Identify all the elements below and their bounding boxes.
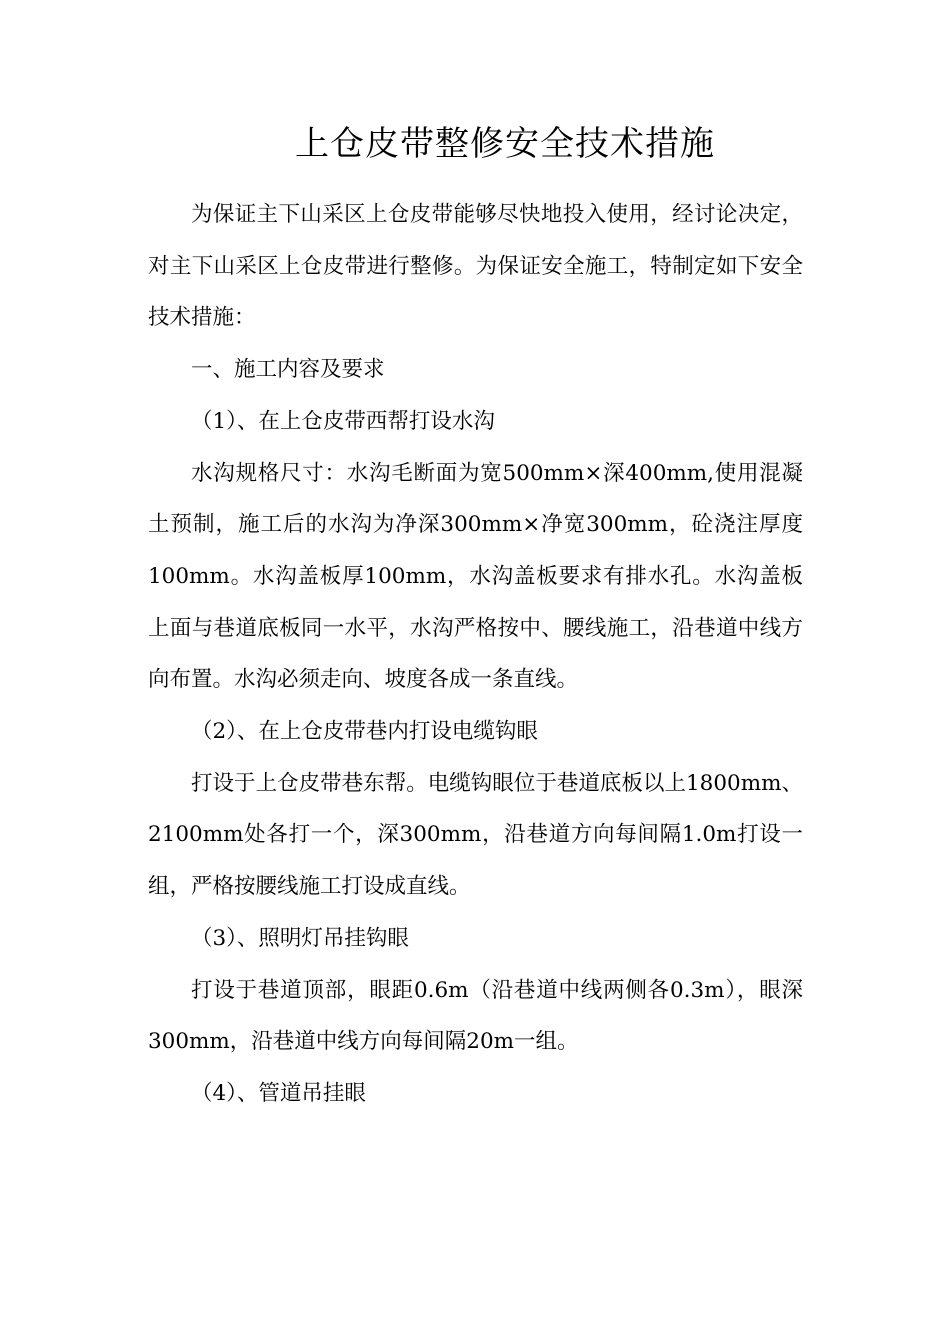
item-heading-3: （3）、照明灯吊挂钩眼 [191,925,409,951]
item-heading-4: （4）、管道吊挂眼 [191,1080,366,1106]
item-heading-1: （1）、在上仓皮带西帮打设水沟 [191,408,495,434]
item-body-3: 打设于巷道顶部，眼距0.6m（沿巷道中线两侧各0.3m），眼深300mm，沿巷道中线方向每间隔20m一组。 [148,977,803,1055]
item-heading-2: （2）、在上仓皮带巷内打设电缆钩眼 [191,719,538,745]
document-title: 上仓皮带整修安全技术措施 [295,124,715,164]
item-body-1: 水沟规格尺寸：水沟毛断面为宽500mm×深400mm,使用混凝土预制，施工后的水沟为净深300mm×净宽300mm，砼浇注厚度100mm。水沟盖板厚100mm，水沟盖板要求有排水孔。水沟盖板上面与巷道底板同一水平，水沟严格按中、腰线施工，沿巷道中线方向布置。水沟必须走向、坡度各成一条直线。 [148,460,803,693]
intro-paragraph: 为保证主下山采区上仓皮带能够尽快地投入使用，经讨论决定，对主下山采区上仓皮带进行整修。为保证安全施工，特制定如下安全技术措施： [148,202,803,331]
section-heading-construction: 一、施工内容及要求 [191,357,385,383]
document-body [148,189,803,1120]
item-body-2: 打设于上仓皮带巷东帮。电缆钩眼位于巷道底板以上1800mm、2100mm处各打一个，深300mm，沿巷道方向每间隔1.0m打设一组，严格按腰线施工打设成直线。 [148,770,803,900]
